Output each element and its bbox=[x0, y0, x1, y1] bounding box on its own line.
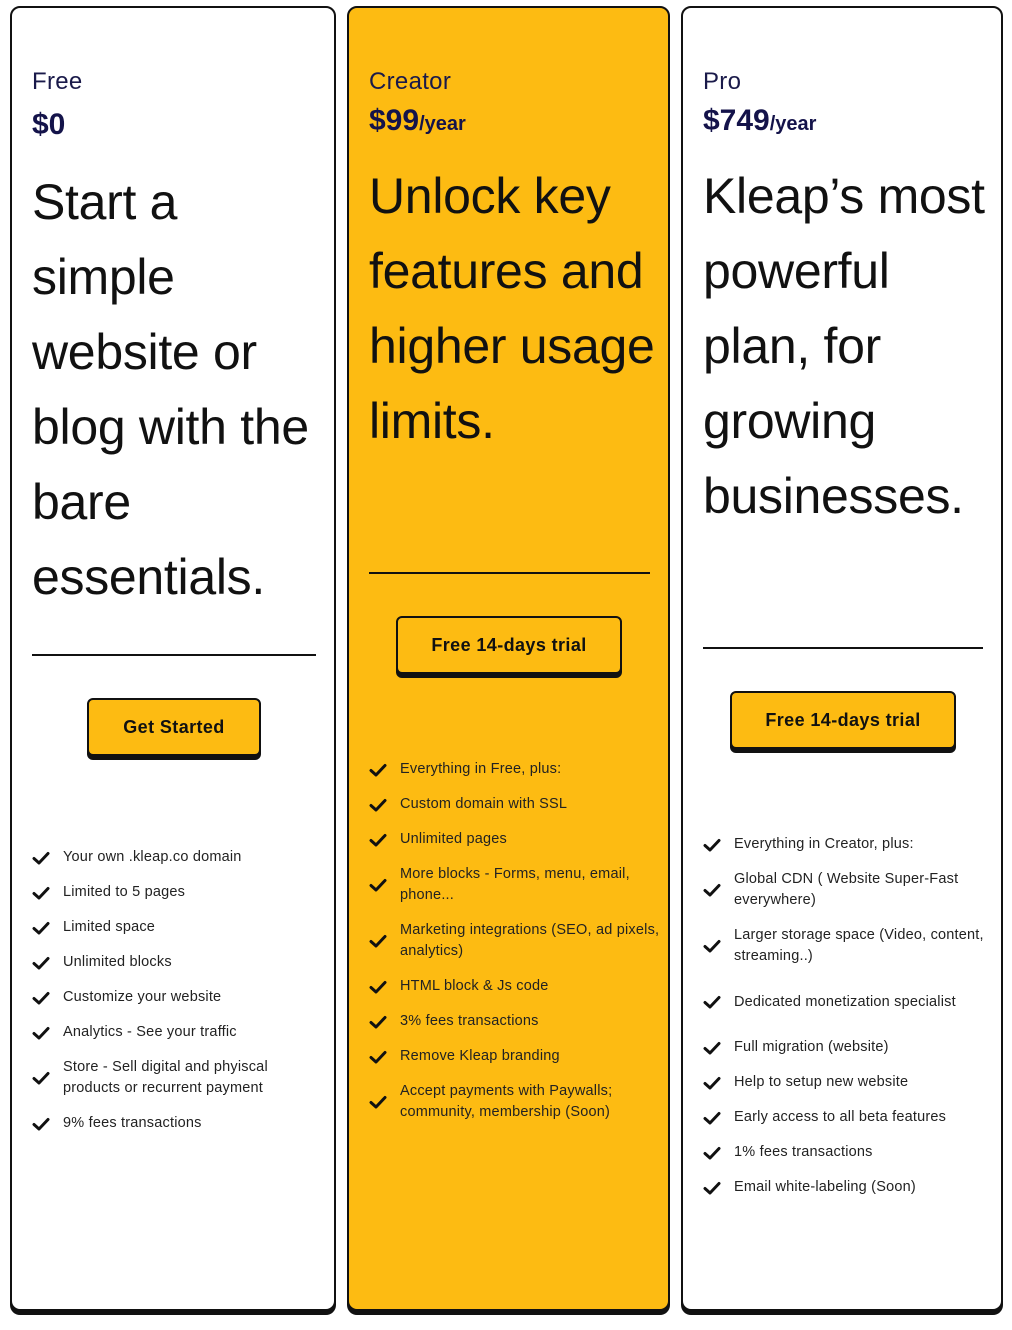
check-icon bbox=[703, 993, 721, 1011]
feature-item bbox=[32, 945, 322, 980]
check-icon bbox=[369, 796, 387, 814]
check-icon bbox=[32, 989, 50, 1007]
feature-item bbox=[32, 1050, 322, 1106]
plan-card-free bbox=[10, 6, 336, 1311]
feature-item bbox=[32, 1015, 322, 1050]
feature-item bbox=[703, 862, 993, 918]
check-icon bbox=[32, 1069, 50, 1087]
divider bbox=[369, 572, 650, 574]
plan-tagline: Kleap’s most powerful plan, for growing businesses. bbox=[703, 168, 985, 524]
check-icon bbox=[703, 836, 721, 854]
feature-text: Email white-labeling (Soon) bbox=[734, 1179, 916, 1195]
feature-item bbox=[369, 857, 665, 913]
feature-item bbox=[32, 875, 322, 910]
check-icon bbox=[703, 1179, 721, 1197]
feature-text: Larger storage space (Video, content, streaming..) bbox=[734, 927, 984, 964]
feature-item bbox=[369, 1074, 665, 1130]
feature-item bbox=[703, 918, 993, 974]
feature-item bbox=[32, 1106, 322, 1141]
feature-item bbox=[369, 752, 665, 787]
get-started-button[interactable]: Get Started bbox=[87, 698, 261, 756]
feature-text: 1% fees transactions bbox=[734, 1144, 873, 1160]
check-icon bbox=[703, 1039, 721, 1057]
feature-list bbox=[32, 840, 322, 1141]
feature-text: Analytics - See your traffic bbox=[63, 1024, 237, 1040]
feature-item bbox=[369, 787, 665, 822]
plan-card-pro bbox=[681, 6, 1003, 1311]
feature-text: Accept payments with Paywalls; community, membership (Soon) bbox=[400, 1083, 613, 1120]
check-icon bbox=[32, 954, 50, 972]
feature-item bbox=[703, 1030, 993, 1065]
plan-tagline: Unlock key features and higher usage limits. bbox=[369, 168, 655, 449]
feature-text: Everything in Creator, plus: bbox=[734, 836, 914, 852]
plan-price bbox=[32, 108, 65, 142]
check-icon bbox=[369, 1013, 387, 1031]
feature-list bbox=[703, 827, 993, 1205]
feature-text: Custom domain with SSL bbox=[400, 796, 568, 812]
price-period: /year bbox=[419, 113, 466, 135]
feature-item bbox=[32, 980, 322, 1015]
check-icon bbox=[32, 1115, 50, 1133]
feature-text: Marketing integrations (SEO, ad pixels, analytics) bbox=[400, 922, 660, 959]
feature-text: Store - Sell digital and phyiscal products or recurrent payment bbox=[63, 1059, 268, 1096]
check-icon bbox=[703, 1109, 721, 1127]
feature-item bbox=[369, 1004, 665, 1039]
feature-item bbox=[703, 1065, 993, 1100]
plan-name: Creator bbox=[369, 68, 452, 95]
check-icon bbox=[369, 978, 387, 996]
plan-price bbox=[703, 104, 816, 138]
feature-item bbox=[703, 974, 993, 1030]
feature-text: 9% fees transactions bbox=[63, 1115, 202, 1131]
feature-item bbox=[369, 1039, 665, 1074]
free-trial-button[interactable]: Free 14-days trial bbox=[730, 691, 956, 749]
feature-text: Everything in Free, plus: bbox=[400, 761, 562, 777]
feature-text: Your own .kleap.co domain bbox=[63, 849, 242, 865]
feature-item bbox=[32, 910, 322, 945]
price-amount: $749 bbox=[703, 104, 770, 137]
feature-text: Early access to all beta features bbox=[734, 1109, 947, 1125]
check-icon bbox=[369, 761, 387, 779]
feature-text: Unlimited pages bbox=[400, 831, 507, 847]
price-amount: $99 bbox=[369, 104, 420, 137]
check-icon bbox=[703, 1074, 721, 1092]
check-icon bbox=[369, 876, 387, 894]
check-icon bbox=[703, 1144, 721, 1162]
feature-item bbox=[703, 1170, 993, 1205]
feature-text: Full migration (website) bbox=[734, 1039, 889, 1055]
feature-item bbox=[369, 822, 665, 857]
feature-item bbox=[703, 1100, 993, 1135]
price-period: /year bbox=[769, 113, 817, 135]
divider bbox=[32, 654, 316, 656]
check-icon bbox=[369, 1093, 387, 1111]
plan-card-creator bbox=[347, 6, 670, 1311]
check-icon bbox=[703, 881, 721, 899]
feature-text: 3% fees transactions bbox=[400, 1013, 539, 1029]
check-icon bbox=[32, 919, 50, 937]
price-amount: $0 bbox=[32, 108, 66, 141]
feature-text: Help to setup new website bbox=[734, 1074, 909, 1090]
free-trial-button[interactable]: Free 14-days trial bbox=[396, 616, 622, 674]
feature-item bbox=[369, 969, 665, 1004]
feature-text: Limited space bbox=[63, 919, 156, 935]
feature-item bbox=[369, 913, 665, 969]
check-icon bbox=[369, 932, 387, 950]
plan-name: Free bbox=[32, 68, 83, 95]
feature-text: Dedicated monetization specialist bbox=[734, 993, 956, 1010]
feature-item bbox=[703, 827, 993, 862]
feature-list bbox=[369, 752, 665, 1130]
feature-item bbox=[32, 840, 322, 875]
plan-name: Pro bbox=[703, 68, 742, 95]
check-icon bbox=[32, 1024, 50, 1042]
divider bbox=[703, 647, 983, 649]
check-icon bbox=[32, 849, 50, 867]
check-icon bbox=[369, 1048, 387, 1066]
plan-price bbox=[369, 104, 466, 138]
feature-item bbox=[703, 1135, 993, 1170]
feature-text: Unlimited blocks bbox=[63, 954, 172, 970]
feature-text: More blocks - Forms, menu, email, phone... bbox=[400, 866, 630, 903]
feature-text: Remove Kleap branding bbox=[400, 1048, 560, 1064]
feature-text: HTML block & Js code bbox=[400, 978, 549, 994]
feature-text: Global CDN ( Website Super-Fast everywhere) bbox=[734, 871, 959, 908]
feature-text: Limited to 5 pages bbox=[63, 884, 186, 900]
check-icon bbox=[32, 884, 50, 902]
plan-tagline: Start a simple website or blog with the bare essentials. bbox=[32, 174, 309, 605]
check-icon bbox=[703, 937, 721, 955]
check-icon bbox=[369, 831, 387, 849]
feature-text: Customize your website bbox=[63, 989, 222, 1005]
